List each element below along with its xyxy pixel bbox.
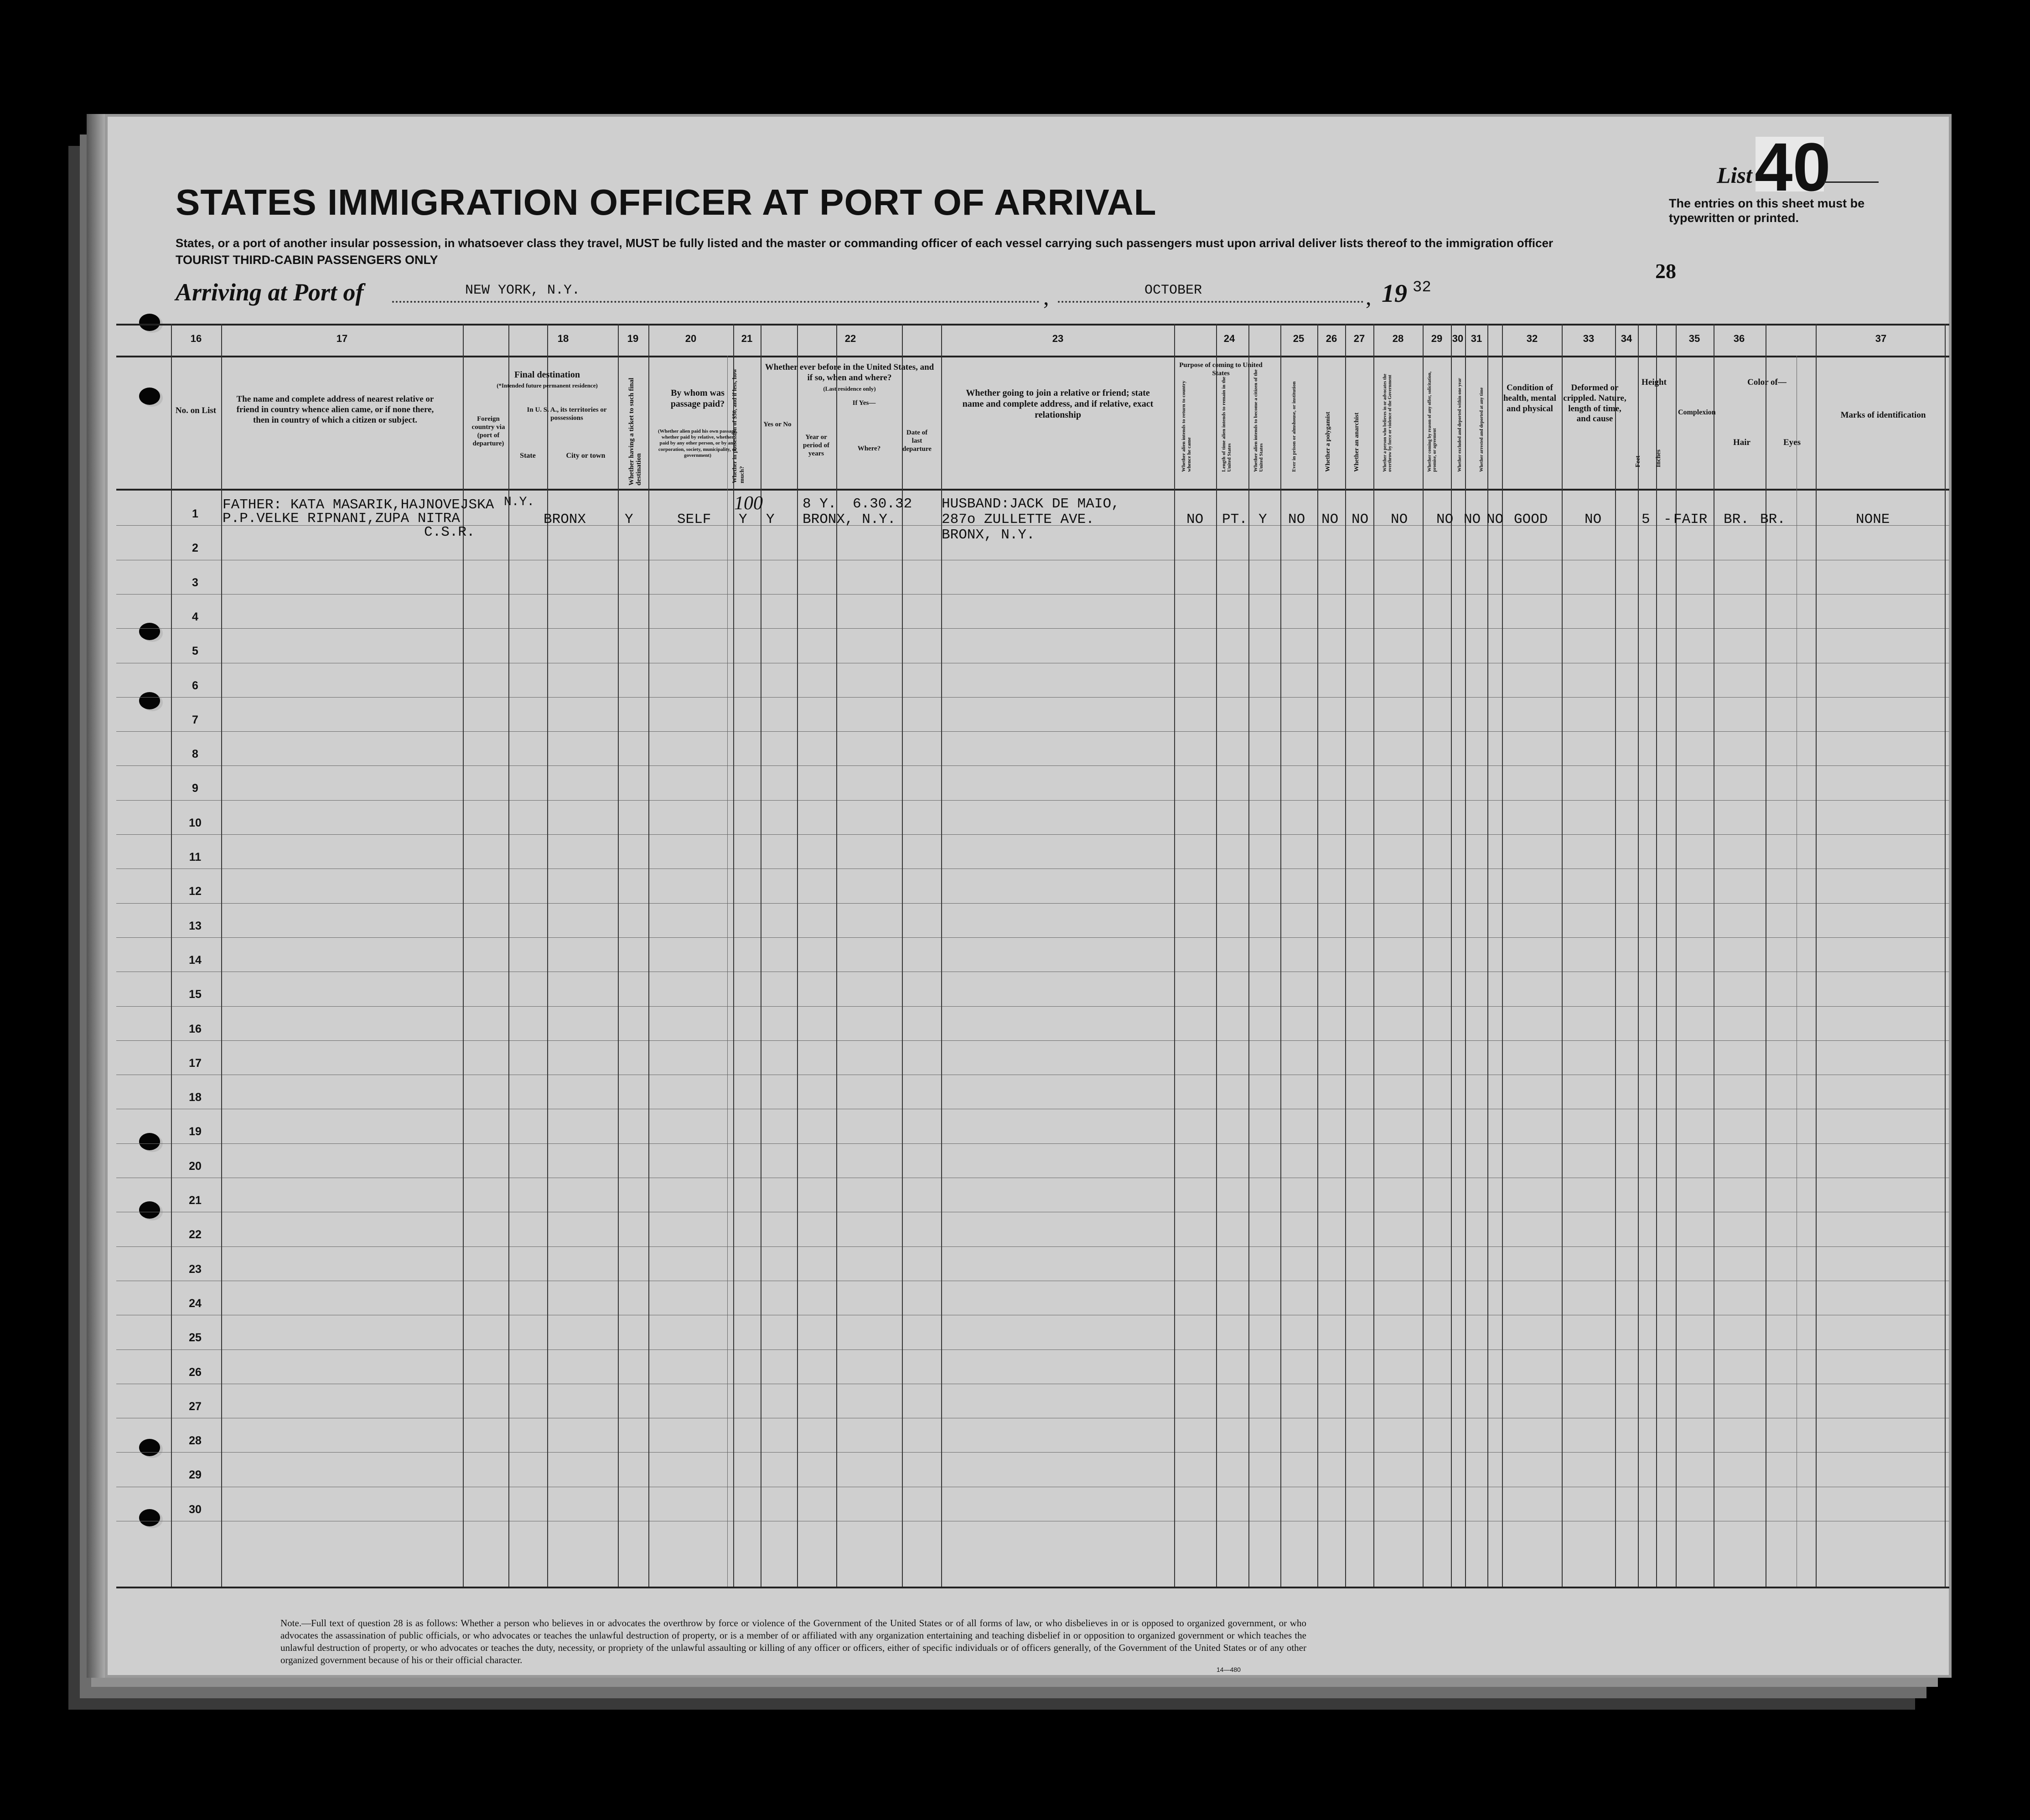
column-number: 31: [1471, 333, 1482, 344]
column-number: 17: [336, 333, 348, 344]
column-number: 32: [1526, 333, 1538, 344]
header-bottom-border: [116, 489, 1949, 491]
column-number: 33: [1583, 333, 1595, 344]
row-rule: [116, 628, 1949, 629]
header-final-destination-sub: (*Intended future permanent residence): [497, 382, 598, 389]
column-rule: [902, 324, 903, 1587]
date-underline: [1058, 301, 1363, 303]
column-rule: [1345, 324, 1346, 1587]
header-city: City or town: [566, 452, 606, 460]
header-year-period: Year or period of years: [803, 434, 829, 457]
header-joining: Whether going to join a relative or friend; state name and complete address, and if relative, exact relationship: [962, 388, 1154, 420]
column-number: 22: [844, 333, 856, 344]
binder-hole: [139, 1509, 160, 1526]
header-polygamist: Whether a polygamist: [1325, 412, 1331, 472]
header-passage-paid-sub: (Whether alien paid his own passage, whether paid by relative, whether paid by any other person, or by any corporation, society, municipality, or government): [658, 429, 737, 458]
date-value: OCTOBER: [1144, 283, 1202, 298]
manifest-page: [105, 114, 1952, 1678]
header-question-30: Whether excluded and deported within one year: [1457, 378, 1462, 472]
header-question-31: Whether arrested and deported at any time: [1479, 387, 1484, 472]
entry-state: N.Y.: [504, 495, 535, 509]
binder-hole: [139, 1201, 160, 1219]
row-number: 8: [192, 748, 198, 760]
header-hair: Hair: [1733, 438, 1750, 447]
header-anarchist: Whether an anarchist: [1353, 412, 1360, 472]
entry-prison: NO: [1288, 512, 1305, 527]
list-underline: [1824, 181, 1879, 183]
header-ticket: Whether having a ticket to such final destination: [628, 377, 642, 486]
entry-hair: BR.: [1724, 512, 1749, 527]
entry-joining-line2: 287o ZULLETTE AVE.: [942, 512, 1094, 527]
entry-complexion: FAIR: [1673, 512, 1708, 527]
entry-q30: NO: [1464, 512, 1481, 527]
arriving-label: Arriving at Port of: [176, 279, 364, 306]
row-number: 7: [192, 714, 198, 726]
column-rule: [1945, 324, 1946, 1587]
header-no-on-list: No. on List: [175, 406, 217, 415]
row-number: 3: [192, 576, 198, 589]
header-foreign-country: Foreign country via (port of departure): [471, 415, 505, 447]
header-usa: In U. S. A., its territories or possessions: [527, 406, 607, 422]
column-rule: [1816, 324, 1817, 1587]
header-ever-before: Whether ever before in the United States, and if so, when and where?: [765, 362, 934, 383]
column-number: 23: [1052, 333, 1064, 344]
column-rule: [1174, 324, 1175, 1587]
column-rule: [1317, 324, 1318, 1587]
header-length-stay: Length of time alien intends to remain in the United States: [1221, 377, 1232, 472]
header-question-28: Whether a person who believes in or advocates the overthrow by force or violence of the Government: [1383, 373, 1393, 472]
row-number: 27: [189, 1400, 202, 1413]
column-number: 20: [685, 333, 697, 344]
binder-hole: [139, 388, 160, 405]
row-rule: [116, 594, 1949, 595]
header-become-citizen: Whether alien intends to become a citizen of the United States: [1253, 369, 1264, 472]
column-rule: [1638, 324, 1639, 1587]
year-suffix: 32: [1413, 279, 1431, 296]
port-value: NEW YORK, N.Y.: [465, 283, 580, 298]
row-rule: [116, 697, 1949, 698]
row-number: 12: [189, 885, 202, 898]
header-health: Condition of health, mental and physical: [1503, 383, 1557, 414]
row-number: 5: [192, 645, 198, 657]
header-color-of: Color of—: [1747, 377, 1787, 387]
column-number: 24: [1223, 333, 1235, 344]
column-number: 29: [1431, 333, 1443, 344]
column-number: 26: [1326, 333, 1337, 344]
entry-ever-before: Y: [766, 512, 775, 527]
entry-eyes: BR.: [1760, 512, 1786, 527]
column-number: 21: [741, 333, 753, 344]
entry-money-handwritten: 100: [734, 493, 763, 514]
row-rule: [116, 1452, 1949, 1453]
row-number: 19: [189, 1125, 202, 1138]
row-number: 28: [189, 1434, 202, 1447]
entry-passage-paid: SELF: [677, 512, 711, 527]
column-number: 30: [1452, 333, 1464, 344]
table-bottom-border: [116, 1587, 1949, 1588]
header-deformed: Deformed or crippled. Nature, length of time, and cause: [1563, 383, 1626, 424]
entry-city: BRONX: [544, 512, 586, 527]
footnote: Note.—Full text of question 28 is as follows: Whether a person who believes in or advocates the overthrow by force or violence of the Government of the United States or of all forms of law, or who disbelieves in or is opposed to organized government, or who advocates the assassination of public officials, or who advocates or teaches the unlawful destruction of property, or is a member of or affiliated with any organization entertaining and teaching disbelief in or opposition to organized government or which teaches the unlawful destruction of property, or who advocates or teaches the duty, necessity, or propriety of the unlawful assaulting or killing of any officer or officers, either of specific individuals or of officers generally, of the Government of the United States or of any other organized government because of his or their official character.: [280, 1618, 1306, 1665]
row-number: 18: [189, 1091, 202, 1104]
column-number: 28: [1392, 333, 1404, 344]
row-number: 2: [192, 542, 198, 554]
column-number: 35: [1688, 333, 1700, 344]
row-number: 1: [192, 507, 198, 520]
entry-feet: 5: [1642, 512, 1650, 527]
port-underline: [392, 301, 1040, 303]
entry-where: BRONX, N.Y.: [803, 512, 896, 527]
column-rule: [797, 324, 798, 1587]
table-top-border: [116, 324, 1949, 326]
row-rule: [116, 1006, 1949, 1007]
header-yes-no: Yes or No: [763, 421, 792, 428]
row-rule: [116, 1349, 1949, 1350]
header-fifty-dollars: Whether in possession of $50, and if less, how much?: [731, 368, 745, 483]
column-number: 27: [1353, 333, 1365, 344]
comma: ,: [1366, 284, 1372, 310]
page-edge: [87, 114, 105, 1678]
row-number: 4: [192, 610, 198, 623]
entry-marks: NONE: [1856, 512, 1890, 527]
column-rule: [1280, 324, 1281, 1587]
header-relative: The name and complete address of nearest relative or friend in country whence alien came, or if none there, then in country of which a citizen or subject.: [236, 394, 434, 425]
header-inches: Inches: [1655, 450, 1662, 467]
header-purpose: Purpose of coming to United States: [1179, 362, 1263, 377]
year-prefix: 19: [1382, 279, 1407, 308]
entry-deformed: NO: [1585, 512, 1602, 527]
comma: ,: [1043, 284, 1049, 310]
header-if-yes: If Yes—: [852, 399, 876, 407]
row-number: 26: [189, 1366, 202, 1379]
column-rule: [1248, 324, 1249, 1587]
column-number: 37: [1875, 333, 1887, 344]
entry-joining-line1: HUSBAND:JACK DE MAIO,: [942, 496, 1120, 512]
column-rule: [1423, 324, 1424, 1587]
row-rule: [116, 834, 1949, 835]
row-rule: [116, 1246, 1949, 1247]
row-number: 21: [189, 1194, 202, 1207]
row-number: 20: [189, 1160, 202, 1173]
column-rule: [1562, 324, 1563, 1587]
row-number: 10: [189, 817, 202, 829]
page-title: STATES IMMIGRATION OFFICER AT PORT OF ARRIVAL: [176, 182, 1157, 222]
entry-relative-line1: FATHER: KATA MASARIK,HAJNOVEJSKA: [223, 497, 494, 513]
column-number: 25: [1293, 333, 1305, 344]
row-rule: [116, 765, 1949, 766]
column-rule: [1216, 324, 1217, 1587]
header-prison: Ever in prison or almshouse, or institution: [1291, 381, 1297, 472]
row-number: 16: [189, 1023, 202, 1035]
header-final-destination: Final destination: [514, 370, 580, 380]
entry-last-departure: 6.30.32: [853, 496, 912, 512]
row-number: 9: [192, 782, 198, 795]
column-rule: [727, 356, 728, 1587]
column-rule: [1656, 324, 1657, 1587]
column-number: 18: [557, 333, 569, 344]
row-rule: [116, 937, 1949, 938]
header-return-country: Whether alien intends to return to country whence he came: [1181, 380, 1192, 472]
row-number: 15: [189, 988, 202, 1001]
row-number: 14: [189, 954, 202, 967]
entry-q31: NO: [1486, 512, 1504, 527]
header-question-29: Whether coming by reason of any offer, solicitation, promise, or agreement: [1427, 371, 1437, 472]
binder-hole: [139, 1133, 160, 1150]
entry-q29: NO: [1436, 512, 1454, 527]
header-eyes: Eyes: [1783, 438, 1801, 447]
entry-polygamist: NO: [1321, 512, 1339, 527]
entry-length-stay: PT.: [1222, 512, 1248, 527]
stamp-number: 28: [1655, 259, 1676, 283]
column-rule: [618, 324, 619, 1587]
column-rule: [221, 324, 222, 1587]
entry-relative-line3: C.S.R.: [424, 524, 475, 540]
row-rule: [116, 1143, 1949, 1144]
entry-relative-line2: P.P.VELKE RIPNANI,ZUPA NITRA: [223, 511, 460, 527]
instruction-line: States, or a port of another insular possession, in whatsoever class they travel, MUST be fully listed and the master or commanding officer of each vessel carrying such passengers must upon arrival deliver lists thereof to the immigration officer: [176, 236, 1554, 250]
header-height: Height: [1642, 377, 1667, 387]
list-number: 40: [1755, 129, 1831, 205]
column-rule: [1373, 324, 1374, 1587]
header-last-departure: Date of last departure: [902, 429, 932, 453]
entry-money: Y: [739, 512, 747, 527]
header-ever-before-sub: (Last residence only): [823, 385, 876, 392]
row-rule: [116, 903, 1949, 904]
entry-inches: -: [1663, 512, 1672, 527]
entry-health: GOOD: [1514, 512, 1548, 527]
column-number: 34: [1621, 333, 1632, 344]
row-number: 22: [189, 1228, 202, 1241]
row-number: 6: [192, 679, 198, 692]
row-number: 13: [189, 920, 202, 932]
row-rule: [116, 800, 1949, 801]
column-number: 36: [1733, 333, 1745, 344]
row-number: 25: [189, 1331, 202, 1344]
entries-note: The entries on this sheet must be typewritten or printed.: [1669, 196, 1865, 225]
row-number: 29: [189, 1468, 202, 1481]
entry-joining-line3: BRONX, N.Y.: [942, 527, 1035, 543]
header-marks: Marks of identification: [1840, 410, 1926, 420]
header-state: State: [520, 452, 536, 460]
entry-year-period: 8 Y.: [803, 496, 837, 512]
entry-citizen: Y: [1258, 512, 1267, 527]
row-number: 30: [189, 1503, 202, 1516]
binder-hole: [139, 692, 160, 709]
column-rule: [508, 324, 509, 1587]
row-number: 17: [189, 1057, 202, 1070]
list-label: List: [1717, 162, 1752, 188]
row-number: 11: [189, 851, 202, 863]
entry-return-country: NO: [1186, 512, 1204, 527]
column-rule: [1615, 324, 1616, 1587]
form-code: 14—480: [1217, 1666, 1241, 1673]
row-number: 24: [189, 1297, 202, 1310]
entry-anarchist: NO: [1352, 512, 1369, 527]
header-passage-paid: By whom was passage paid?: [670, 388, 725, 409]
binder-hole: [139, 1439, 160, 1456]
column-rule: [463, 324, 464, 1587]
header-where: Where?: [857, 445, 881, 452]
row-number: 23: [189, 1263, 202, 1276]
row-rule: [116, 731, 1949, 732]
binder-hole: [139, 314, 160, 331]
entry-ticket: Y: [625, 512, 633, 527]
header-feet: Feet: [1635, 455, 1642, 467]
entry-q28: NO: [1391, 512, 1408, 527]
column-number: 16: [190, 333, 202, 344]
row-rule: [116, 1040, 1949, 1041]
column-number: 19: [627, 333, 639, 344]
class-line: TOURIST THIRD-CABIN PASSENGERS ONLY: [176, 253, 438, 267]
column-rule: [648, 324, 649, 1587]
header-complexion: Complexion: [1678, 408, 1716, 416]
binder-hole: [139, 623, 160, 640]
header-divider: [116, 356, 1949, 357]
